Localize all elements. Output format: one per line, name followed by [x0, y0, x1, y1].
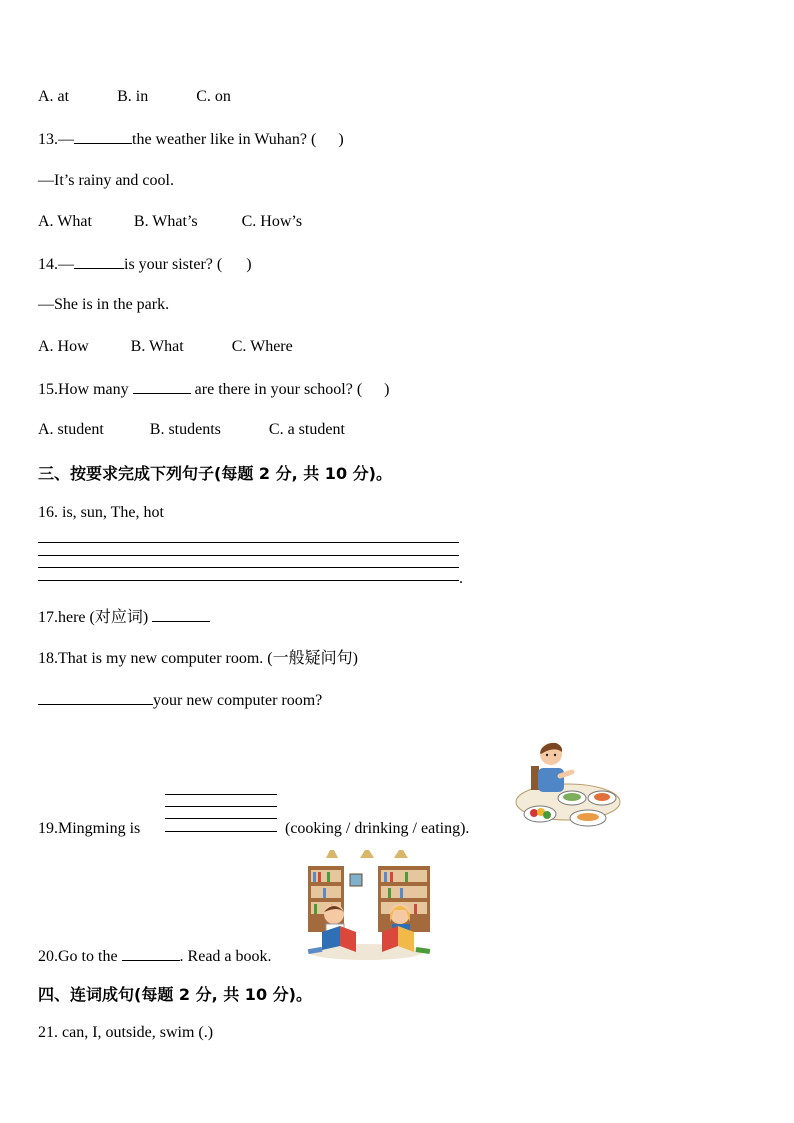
q20-text-pre: 20.Go to the: [38, 948, 118, 965]
section-4-title: 四、连词成句(每题 2 分, 共 10 分)。: [38, 985, 312, 1004]
q19-text-pre: 19.Mingming is: [38, 820, 141, 837]
q13-option-a: A. What: [38, 213, 92, 230]
q14-text: is your sister? (: [124, 256, 223, 273]
q19-answer-line-3[interactable]: [165, 818, 277, 819]
q14-option-c: C. Where: [231, 338, 293, 355]
q20-blank[interactable]: [122, 946, 180, 961]
q14-blank[interactable]: [74, 254, 124, 269]
q18-answer-text: your new computer room?: [153, 692, 323, 709]
q13-stem: [38, 129, 344, 150]
q13-number: 13.—: [38, 131, 74, 148]
q18-text: 18.That is my new computer room. (一般疑问句): [38, 650, 358, 667]
q13-option-b: B. What’s: [133, 213, 198, 230]
q19-text-post: (cooking / drinking / eating).: [285, 820, 470, 837]
q17-blank[interactable]: [152, 607, 210, 622]
section-3-title: 三、按要求完成下列句子(每题 2 分, 共 10 分)。: [38, 464, 392, 483]
q19-answer-line-2[interactable]: [165, 806, 277, 807]
q19-answer-line-1[interactable]: [165, 794, 277, 795]
q13-close-paren: ): [338, 131, 344, 148]
q15-text-post: are there in your school? (: [194, 381, 363, 398]
q13-blank[interactable]: [74, 129, 132, 144]
q14-options: [38, 337, 293, 357]
q14-stem: [38, 254, 252, 275]
q13-options: [38, 212, 302, 232]
q12-option-a: A. at: [38, 88, 70, 105]
q21-text: 21. can, I, outside, swim (.): [38, 1024, 214, 1041]
q15-option-b: B. students: [149, 421, 221, 438]
q13-answer: —It’s rainy and cool.: [38, 172, 174, 189]
q15-text-pre: 15.How many: [38, 381, 129, 398]
q15-stem: [38, 379, 389, 400]
q20-stem: [38, 946, 272, 967]
q14-option-b: B. What: [130, 338, 184, 355]
q14-option-a: A. How: [38, 338, 89, 355]
q16-answer-line-3[interactable]: [38, 567, 459, 568]
q15-blank[interactable]: [133, 379, 191, 394]
q16-answer-line-2[interactable]: [38, 555, 459, 556]
q16-answer-line-4[interactable]: [38, 580, 459, 581]
q12-options: [38, 87, 231, 107]
q12-option-c: C. on: [196, 88, 231, 105]
q18-answer: [38, 690, 322, 711]
q16-text: 16. is, sun, The, hot: [38, 504, 164, 521]
q14-answer: —She is in the park.: [38, 296, 170, 313]
q15-option-a: A. student: [38, 421, 104, 438]
q13-option-c: C. How’s: [241, 213, 303, 230]
q18-blank[interactable]: [38, 690, 153, 705]
q17-stem: [38, 607, 210, 628]
q15-close-paren: ): [384, 381, 390, 398]
q15-options: [38, 420, 345, 440]
q14-number: 14.—: [38, 256, 74, 273]
children-reading-in-library-illustration: [304, 848, 436, 963]
q16-answer-line-1[interactable]: [38, 542, 459, 543]
q16-period: .: [459, 570, 463, 587]
q12-option-b: B. in: [117, 88, 149, 105]
q14-close-paren: ): [246, 256, 252, 273]
q13-text: the weather like in Wuhan? (: [132, 131, 317, 148]
boy-eating-illustration: [514, 738, 622, 830]
q15-option-c: C. a student: [268, 421, 345, 438]
q20-text-post: . Read a book.: [179, 948, 272, 965]
q19-answer-line-4[interactable]: [165, 831, 277, 832]
q17-text: 17.here (对应词): [38, 609, 149, 626]
